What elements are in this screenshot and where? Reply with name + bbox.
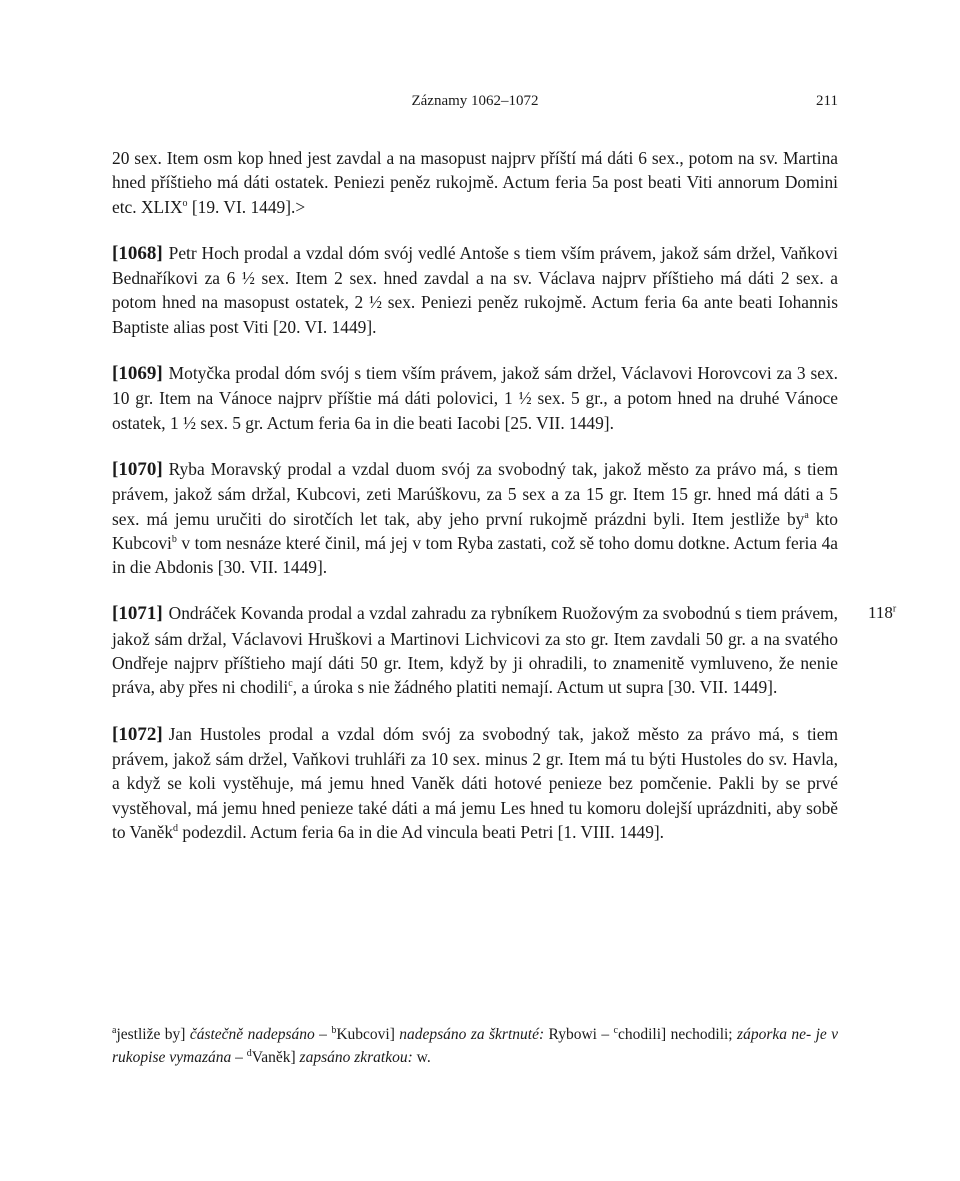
folio-number: 118 [868,603,893,623]
page-number: 211 [816,93,838,109]
entry-1071 [112,601,897,699]
entry-text: Petr Hoch prodal a vzdal dóm svój vedlé Antoše s tiem vším právem, jakož sám držel, Vaňkovi Bednaříkovi za 6 ½ sex. Item 2 sex. hned zavdal a na sv. Václava najprv příštieho má dáti 2 sex. a potom hned na masopust ostatek, 2 ½ sex. Peniezi peněz rukojmě. Actum feria 6a ante beati Iohannis Baptiste alias post Viti [20. VI. 1449]. [112,242,838,337]
continuation-paragraph [112,146,838,219]
entry-number: [1071] [112,603,163,625]
running-header [112,93,838,113]
header-title: Záznamy 1062–1072 [411,93,539,109]
entry-text-part: podezdil. Actum feria 6a in die Ad vincula beati Petri [1. VIII. 1449]. [178,821,665,842]
continuation-date: [19. VI. 1449].> [187,196,306,217]
footnote-ref-d: d [173,823,179,835]
footnote-note: částečně nadepsáno [189,1026,315,1043]
footnote-ref-c: c [288,678,293,690]
superscript-o: o [182,197,188,209]
entry-text-part: , a úroka s nie žádného platiti nemají. Actum ut supra [30. VII. 1449]. [292,677,778,698]
footnote-mark: d [246,1047,252,1059]
footnote-mark: b [331,1024,337,1036]
entry-1068 [112,241,838,339]
footnote-dash: – [314,1026,332,1043]
entry-number: [1072] [112,723,163,745]
folio-margin-note [868,601,896,625]
entry-number: [1069] [112,363,163,385]
footnote-lemma: chodili] [618,1026,667,1043]
entry-number: [1070] [112,458,163,480]
entry-number: [1068] [112,242,163,264]
entry-text-part: v tom nesnáze které činil, má jej v tom Ryba zastati, což sě toho domu dotkne. Actum feria 4a in die Abdonis [30. VII. 1449]. [112,532,838,578]
footnote-word: nechodili; [670,1026,733,1043]
footnote-note: záporka ne- je v rukopise vymazána [112,1026,839,1066]
footnote-note: nadepsáno za škrtnuté: [399,1026,545,1043]
footnote-lemma: Kubcovi] [336,1026,395,1043]
footnote-word: w. [416,1049,431,1066]
footnotes [112,1023,838,1069]
footnote-mark: a [112,1024,117,1036]
entry-text-part: Ondráček Kovanda prodal a vzdal zahradu za rybníkem Ruožovým za svobodnú s tiem právem, jakož sám držal, Václavovi Hruškovi a Martinovi Lichvicovi za sto gr. Item zavdali 50 gr. a na svatého Ondřeje najprv příštieho mají dáti 50 gr. Item, když by ji ohradili, to znamenitě vymluveno, že nenie práva, aby přes ni chodili [112,603,838,698]
body-text [112,146,897,844]
footnote-mark: c [613,1024,618,1036]
footnote-note: zapsáno zkratkou: [299,1049,413,1066]
footnote-dash: – [596,1026,614,1043]
footnote-ref-b: b [171,534,177,546]
entry-1069 [112,361,838,435]
footnote-word: Rybowi [548,1026,597,1043]
footnote-ref-a: a [804,509,809,521]
entry-1070 [112,457,838,579]
entry-text-part: Jan Hustoles prodal a vzdal dóm svój za svobodný tak, jakož město za právo má, s tiem právem, jakož sám držel, Vaňkovi truhláři za 10 sex. minus 2 gr. Item má tu býti Hustoles do sv. Havla, a když se koli vystěhuje, má jemu hned Vaněk dáti hotové penieze bez pomčenie. Pakli by se prvé vystěhoval, má jemu hned penieze také dáti a má jemu Les hned tu komoru dolejší uprázdniti, aby sobě to Vaněk [112,723,838,842]
entry-text-part: Ryba Moravský prodal a vzdal duom svój za svobodný tak, jakož město za právo má, s tiem právem, jakož sám držal, Kubcovi, zeti Marúškovu, za 5 sex a za 15 gr. Item 15 gr. hned má dáti a 5 sex. má jemu uručiti do sirotčích let tak, aby jeho první rukojmě prázdni byli. Item jestliže by [112,458,838,529]
footnote-lemma: jestliže by] [116,1026,186,1043]
folio-side: r [892,603,897,615]
entry-text: Motyčka prodal dóm svój s tiem vším právem, jakož sám držel, Václavovi Horovcovi za 3 sex. 10 gr. Item na Vánoce najprv příštie má dáti polovici, 1 ½ sex. 5 gr., a potom hned na druhé Vánoce ostatek, 1 ½ sex. 5 gr. Actum feria 6a in die beati Iacobi [25. VII. 1449]. [112,363,838,433]
entry-text-part: kto Kubcovi [112,508,838,553]
entry-1072 [112,722,838,844]
footnote-lemma: Vaněk] [251,1049,296,1066]
continuation-text: 20 sex. Item osm kop hned jest zavdal a na masopust najprv příští má dáti 6 sex., potom na sv. Martina hned příštieho má dáti ostatek. Peniezi peněz rukojmě. Actum feria 5a post beati Viti annorum Domini etc. XLIX [112,148,838,217]
footnote-dash: – [231,1049,247,1066]
